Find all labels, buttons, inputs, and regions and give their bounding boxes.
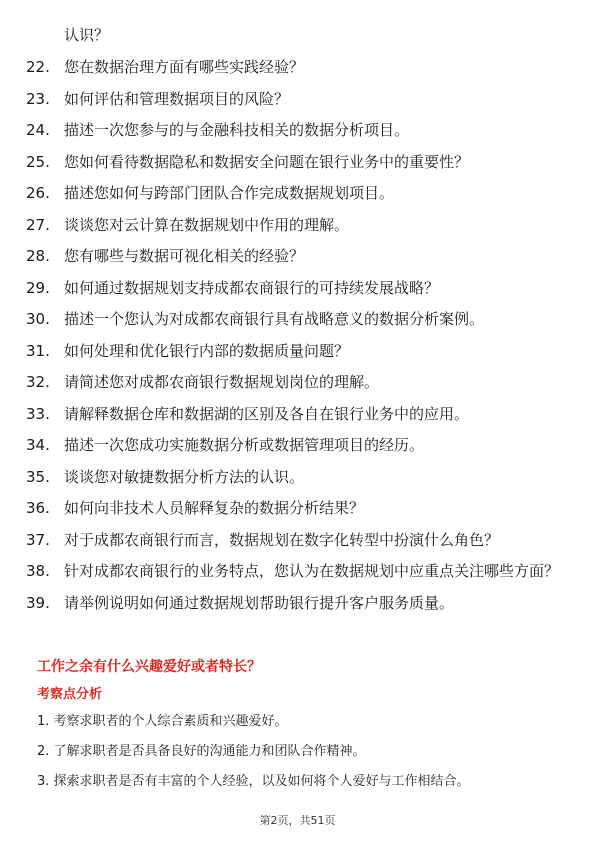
question-text: 请举例说明如何通过数据规划帮助银行提升客户服务质量。 xyxy=(64,593,455,612)
question-item xyxy=(26,434,571,456)
page-footer: 第2页，共51页 xyxy=(259,814,336,827)
question-text: 如何评估和管理数据项目的风险？ xyxy=(64,89,290,108)
question-item xyxy=(26,182,571,204)
question-number: 39. xyxy=(26,593,50,612)
question-text: 如何通过数据规划支持成都农商银行的可持续发展战略？ xyxy=(64,278,440,297)
question-item xyxy=(26,56,571,78)
question-number: 22. xyxy=(26,58,50,76)
question-item xyxy=(26,214,571,236)
question-item xyxy=(26,403,571,425)
question-number: 29. xyxy=(26,278,50,297)
question-item xyxy=(26,340,571,362)
continued-question-text: 认识？ xyxy=(64,26,110,44)
question-item xyxy=(26,88,571,110)
question-item xyxy=(26,466,571,488)
analysis-subheading: 考察点分析 xyxy=(37,687,103,702)
question-text: 您如何看待数据隐私和数据安全问题在银行业务中的重要性？ xyxy=(64,152,470,171)
section-heading: 工作之余有什么兴趣爱好或者特长？ xyxy=(37,659,261,675)
question-number: 36. xyxy=(26,499,50,517)
question-item xyxy=(26,277,571,299)
question-text: 谈谈您对云计算在数据规划中作用的理解。 xyxy=(64,215,350,234)
question-item xyxy=(26,497,571,519)
question-text: 描述一次您成功实施数据分析或数据管理项目的经历。 xyxy=(64,436,425,454)
question-number: 30. xyxy=(26,310,50,328)
question-text: 描述您如何与跨部门团队合作完成数据规划项目。 xyxy=(64,184,395,202)
question-number: 26. xyxy=(26,184,50,202)
question-item xyxy=(26,308,571,330)
analysis-points-list xyxy=(37,713,470,803)
question-item xyxy=(26,245,571,267)
question-text: 请简述您对成都农商银行数据规划岗位的理解。 xyxy=(64,373,380,391)
question-text: 描述一个您认为对成都农商银行具有战略意义的数据分析案例。 xyxy=(64,310,485,328)
question-text: 针对成都农商银行的业务特点，您认为在数据规划中应重点关注哪些方面？ xyxy=(64,562,560,580)
question-item xyxy=(26,151,571,173)
question-text: 您有哪些与数据可视化相关的经验？ xyxy=(64,247,305,265)
question-number: 33. xyxy=(26,404,50,423)
analysis-point: 3. 探索求职者是否有丰富的个人经验，以及如何将个人爱好与工作相结合。 xyxy=(37,774,470,789)
question-item xyxy=(26,119,571,141)
question-number: 31. xyxy=(26,341,50,360)
question-number: 35. xyxy=(26,467,50,486)
question-number: 32. xyxy=(26,373,50,391)
question-item xyxy=(26,371,571,393)
question-number: 23. xyxy=(26,89,50,108)
question-number: 37. xyxy=(26,530,50,549)
question-text: 谈谈您对敏捷数据分析方法的认识。 xyxy=(64,467,305,486)
question-list xyxy=(26,56,571,623)
question-text: 请解释数据仓库和数据湖的区别及各自在银行业务中的应用。 xyxy=(64,404,470,423)
question-text: 您在数据治理方面有哪些实践经验？ xyxy=(64,58,305,76)
question-text: 对于成都农商银行而言，数据规划在数字化转型中扮演什么角色？ xyxy=(64,530,500,549)
question-item xyxy=(26,592,571,614)
question-number: 24. xyxy=(26,121,50,139)
question-item xyxy=(26,560,571,582)
question-number: 25. xyxy=(26,152,50,171)
question-text: 如何向非技术人员解释复杂的数据分析结果？ xyxy=(64,499,365,517)
question-number: 27. xyxy=(26,215,50,234)
question-number: 28. xyxy=(26,247,50,265)
question-number: 38. xyxy=(26,562,50,580)
analysis-point: 1. 考察求职者的个人综合素质和兴趣爱好。 xyxy=(37,714,288,729)
question-text: 描述一次您参与的与金融科技相关的数据分析项目。 xyxy=(64,121,410,139)
question-number: 34. xyxy=(26,436,50,454)
question-text: 如何处理和优化银行内部的数据质量问题？ xyxy=(64,341,350,360)
question-item xyxy=(26,529,571,551)
analysis-point: 2. 了解求职者是否具备良好的沟通能力和团队合作精神。 xyxy=(37,744,366,759)
